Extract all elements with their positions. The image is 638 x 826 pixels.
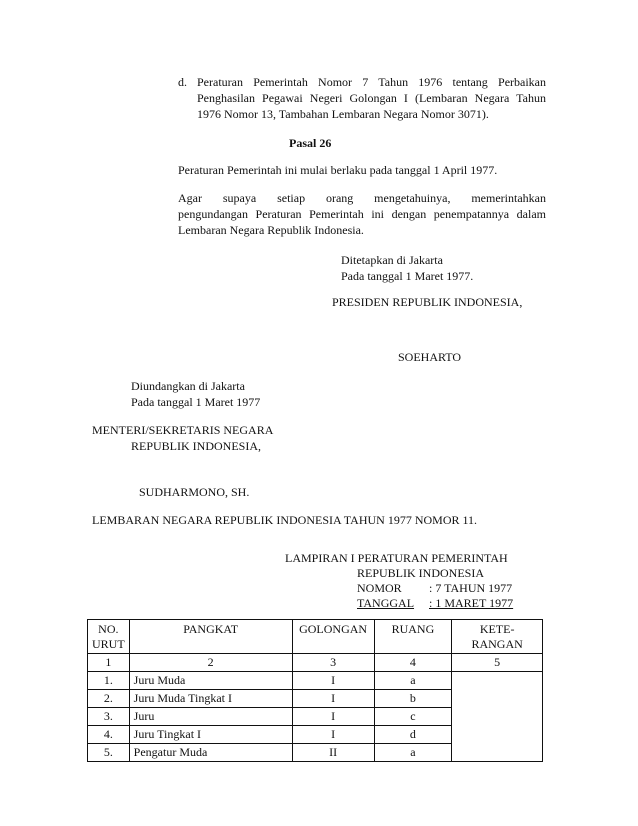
diundangkan-date: Pada tanggal 1 Maret 1977 [131,395,261,409]
row-pangkat: Juru Tingkat I [129,726,292,744]
item-d-line-3: 1976 Nomor 13, Tambahan Lembaran Negara Nomor 3071). [197,107,489,121]
row-pangkat: Juru Muda [129,672,292,690]
diundangkan-place: Diundangkan di Jakarta [131,379,245,393]
header-ket-line-1: KETE- [479,622,515,636]
row-ruang: a [374,672,452,690]
header-ruang: RUANG [374,620,452,654]
row-ruang: c [374,708,452,726]
column-number: 1 [88,654,130,672]
header-no-line-2: URUT [92,637,125,651]
row-golongan: I [292,708,374,726]
lampiran-republik: REPUBLIK INDONESIA [357,566,484,580]
paragraph-2-line-3: Lembaran Negara Republik Indonesia. [178,223,364,237]
lampiran-tanggal-value: : 1 MARET 1977 [429,596,514,610]
paragraph-effective-date: Peraturan Pemerintah ini mulai berlaku pada tanggal 1 April 1977. [178,163,498,177]
row-no: 1. [88,672,130,690]
item-d-line-2: Penghasilan Pegawai Negeri Golongan I (Lembaran Negara Tahun [197,91,546,105]
lampiran-title: LAMPIRAN I PERATURAN PEMERINTAH [285,551,508,565]
column-number: 5 [452,654,543,672]
row-no: 3. [88,708,130,726]
row-ruang: a [374,744,452,762]
minister-name: SUDHARMONO, SH. [139,485,250,499]
row-no: 2. [88,690,130,708]
paragraph-2-line-2: pengundangan Peraturan Pemerintah ini dengan penempatannya dalam [178,207,546,221]
president-title: PRESIDEN REPUBLIK INDONESIA, [332,295,523,309]
header-no-urut [88,620,130,654]
row-golongan: I [292,690,374,708]
president-name: SOEHARTO [398,350,462,364]
lampiran-nomor-value: : 7 TAHUN 1977 [429,581,513,595]
row-golongan: II [292,744,374,762]
header-pangkat: PANGKAT [129,620,292,654]
row-ruang: b [374,690,452,708]
lampiran-tanggal-label: TANGGAL [357,596,415,610]
header-keterangan [452,620,543,654]
row-pangkat: Juru [129,708,292,726]
row-golongan: I [292,672,374,690]
lembaran-negara-reference: LEMBARAN NEGARA REPUBLIK INDONESIA TAHUN 1977 NOMOR 11. [92,513,478,527]
minister-title-1: MENTERI/SEKRETARIS NEGARA [92,423,274,437]
item-d-line-1: Peraturan Pemerintah Nomor 7 Tahun 1976 tentang Perbaikan [197,75,546,89]
pasal-heading: Pasal 26 [289,136,332,150]
row-pangkat: Juru Muda Tingkat I [129,690,292,708]
header-golongan: GOLONGAN [292,620,374,654]
paragraph-2-line-1: Agar supaya setiap orang mengetahuinya, memerintahkan [178,191,546,205]
lampiran-nomor-label: NOMOR [357,581,402,595]
column-number: 3 [292,654,374,672]
column-number: 2 [129,654,292,672]
row-pangkat: Pengatur Muda [129,744,292,762]
minister-title-2: REPUBLIK INDONESIA, [131,439,261,453]
column-number-row [88,654,543,672]
header-ket-line-2: RANGAN [471,637,523,651]
header-no-line-1: NO. [98,622,119,636]
keterangan-cell [452,672,543,762]
table-row [88,672,543,690]
item-d-marker: d. [178,75,187,89]
table-header-row [88,620,543,654]
row-ruang: d [374,726,452,744]
pangkat-table [87,619,543,762]
row-golongan: I [292,726,374,744]
row-no: 5. [88,744,130,762]
ditetapkan-place: Ditetapkan di Jakarta [341,253,443,267]
row-no: 4. [88,726,130,744]
column-number: 4 [374,654,452,672]
ditetapkan-date: Pada tanggal 1 Maret 1977. [341,269,474,283]
